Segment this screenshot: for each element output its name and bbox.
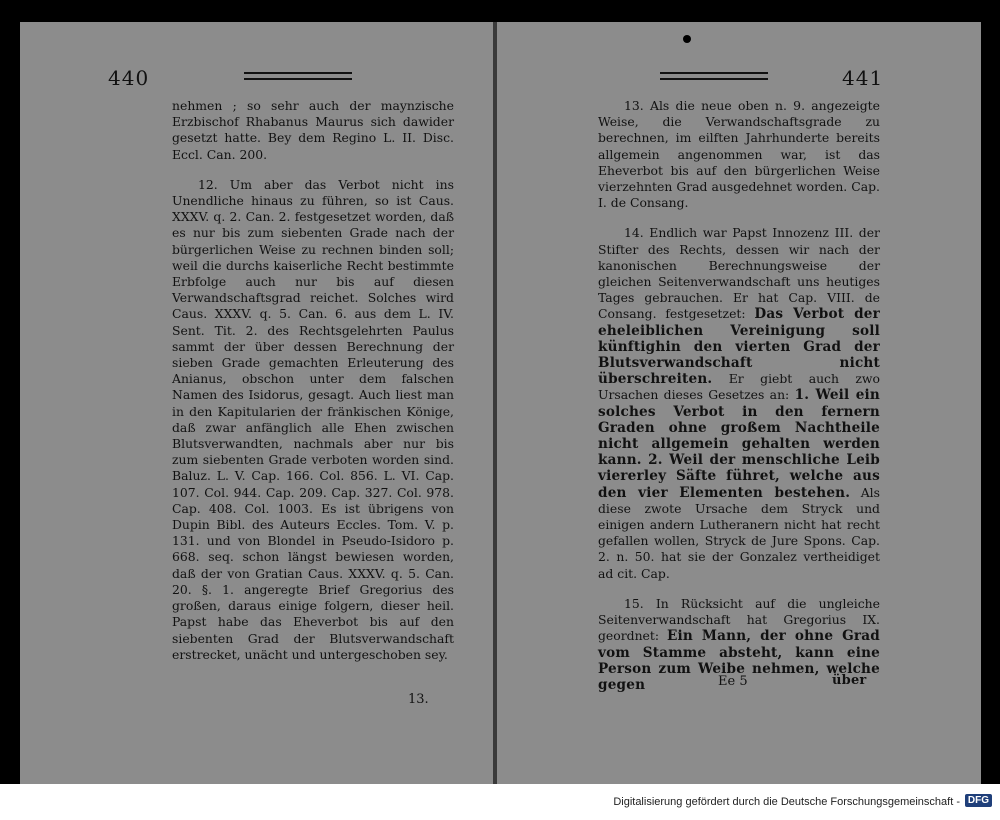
right-header-rule [660,72,768,80]
paragraph-13: 13. Als die neue oben n. 9. angezeigte Weise, die Verwandschaftsgrade zu berechnen, im eilften Jahrhunderte bereits allgemein angenommen war, ist das Eheverbot bis auf den bürgerlichen Weise vierzehnten Grad ausgedehnet worden. Cap. I. de Consang. [598,98,880,211]
paragraph-14-end: Als diese zwote Ursache dem Stryck und einigen andern Lutheranern nicht hat recht gefallen wollen, Stryck de Jure Spons. Cap. 2. n. 50. hat sie der Gonzalez vertheidiget ad cit. Cap. [598,484,880,581]
paragraph-14-intro: 14. Endlich war Papst Innozenz III. der Stifter des Rechts, dessen wir nach der kanonischen Berechnungsweise der gleichen Seitenverwandschaft uns heutiges Tages gebrauchen. Er hat Cap. VIII. de Consang. festgesetzet: [598,225,880,322]
paragraph-15-intro: 15. In Rücksicht auf die ungleiche Seitenverwandschaft hat Gregorius IX. geordnet: [598,595,880,644]
signature-mark: Ee 5 [718,674,748,689]
ink-spot [683,35,691,43]
paragraph-15-emphasis: Ein Mann, der ohne Grad vom Stamme absteht, kann eine Person zum Weibe nehmen, welche gegen [598,628,880,693]
right-page-number: 441 [842,66,884,90]
left-continuation-text: nehmen ; so sehr auch der maynzische Erzbischof Rhabanus Maurus sich dawider gesetzt hatte. Bey dem Regino L. II. Disc. Eccl. Can. 200. [172,98,454,162]
paragraph-14-emphasis-2: 1. Weil ein solches Verbot in den fernern Graden ohne großem Nachtheile nicht allgemein gehalten werden kann. 2. Weil der menschliche Leib viererley Säfte führet, welche aus den vier Elementen bestehen. [598,387,880,501]
paragraph-14-mid: Er giebt auch zwo Ursachen dieses Gesetzes an: [598,371,880,403]
left-text-column [172,98,454,663]
paragraph-12: 12. Um aber das Verbot nicht ins Unendliche hinaus zu führen, so ist Caus. XXXV. q. 2. Can. 2. festgesetzet worden, daß es nur bis zum siebenten Grade nach der bürgerlichen Weise zu rechnen binden soll; weil die durchs kaiserliche Recht bestimmte Erbfolge auch nur bis auf diesen Verwandschaftsgrad reichet. Solches wird Caus. XXXV. q. 5. Can. 6. aus dem L. IV. Sent. Tit. 2. des Rechtsgelehrten Paulus sammt der über dessen Berechnung der sieben Grade gemachten Erleuterung des Anianus, obschon unter dem falschen Namen des Isidorus, gesagt. Auch liest man in den Kapitularien der fränkischen Könige, daß zwar anfänglich alle Ehen zwischen Blutsverwandten, nachmals aber nur bis zum siebenten Grade verboten worden sind. Baluz. L. V. Cap. 166. Col. 856. L. VI. Cap. 107. Col. 944. Cap. 209. Cap. 327. Col. 978. Cap. 408. Col. 1003. Es ist übrigens von Dupin Bibl. des Auteurs Eccles. Tom. V. p. 131. und von Blondel in Pseudo-Isidoro p. 668. seq. schon längst bewiesen worden, daß der von Gratian Caus. XXXV. q. 5. Can. 20. §. 1. angeregte Brief Gregorius des großen, daraus einige folgern, dieser heil. Papst habe das Eheverbot bis auf den siebenten Grad der Blutsverwandschaft erstrecket, unächt und untergeschoben sey. [172,176,454,662]
footer-bar [0,784,1000,820]
right-catchword: über [832,673,867,688]
left-header-rule [244,72,352,80]
right-text-column [598,98,880,693]
footer-credit: Digitalisierung gefördert durch die Deutsche Forschungsgemeinschaft - [613,796,960,808]
left-catchword: 13. [408,692,429,707]
left-page-number: 440 [108,66,150,90]
paragraph-14 [598,225,880,581]
dfg-logo: DFG [965,794,992,807]
paragraph-14-emphasis-1: Das Verbot der eheleiblichen Vereinigung soll künftighin den vierten Grad der Blutsverwandschaft nicht überschreiten. [598,306,880,388]
